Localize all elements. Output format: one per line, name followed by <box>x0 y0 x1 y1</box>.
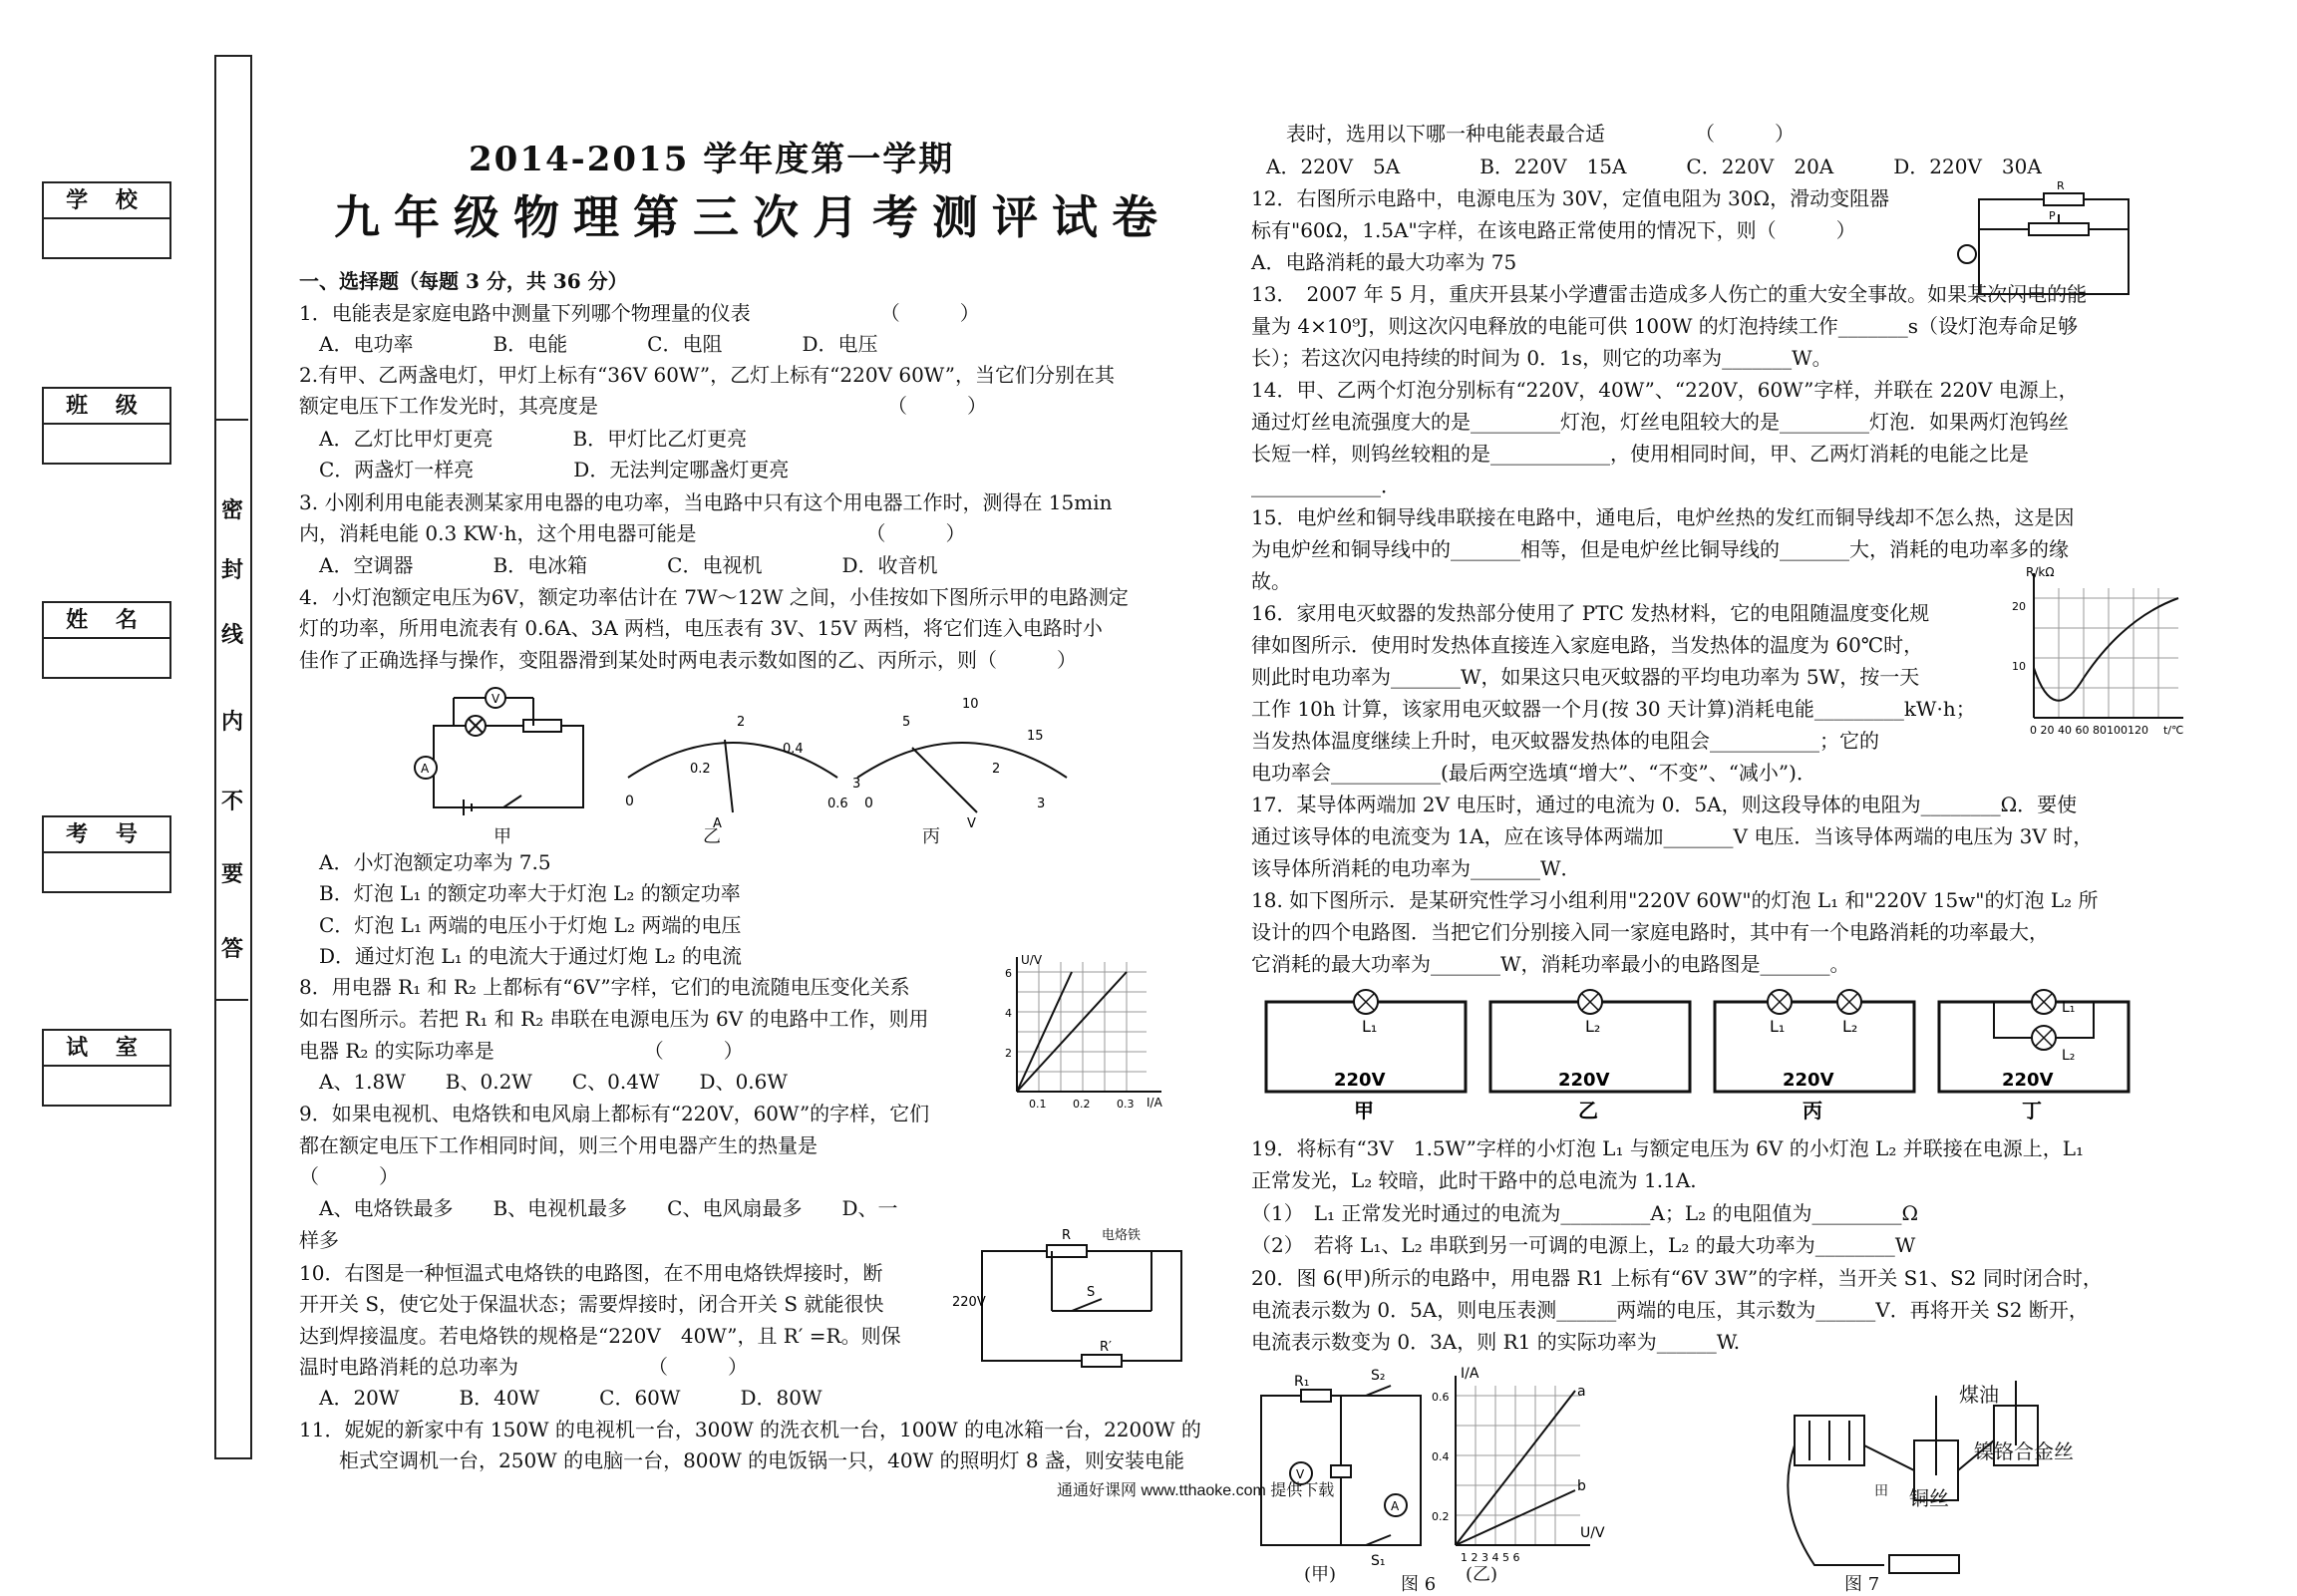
q16-resistance-graph <box>2004 558 2188 743</box>
svg-text:V: V <box>1296 1467 1305 1481</box>
room-field <box>42 1029 171 1107</box>
svg-text:R: R <box>2057 179 2065 192</box>
seal-char: 不 <box>221 789 244 814</box>
svg-text:a: a <box>1577 1384 1586 1400</box>
question-line: 13． 2007 年 5 月，重庆开县某小学遭雷击造成多人伤亡的重大安全事故。如果某次闪电的能 <box>1251 282 2088 306</box>
svg-text:t/℃: t/℃ <box>2163 724 2184 737</box>
seal-char: 封 <box>221 557 244 583</box>
name-label: 姓 名 <box>44 603 169 639</box>
fig6-yi-caption: (乙) <box>1466 1564 1498 1585</box>
question-line: 20．图 6(甲)所示的电路中，用电器 R1 上标有“6V 3W”的字样，当开关 S1、S2 同时闭合时， <box>1251 1266 2103 1290</box>
question-line: 16．家用电灭蚊器的发热部分使用了 PTC 发热材料，它的电阻随温度变化规 <box>1251 601 1930 625</box>
svg-text:S: S <box>1087 1285 1096 1300</box>
question-line: A、1.8W B、0.2W C、0.4W D、0.6W <box>299 1070 788 1094</box>
question-line: A．20W B．40W C．60W D．80W <box>299 1386 822 1410</box>
svg-text:L₁: L₁ <box>1362 1017 1378 1036</box>
svg-text:2: 2 <box>1005 1047 1012 1060</box>
class-label: 班 级 <box>44 389 169 425</box>
footer-source: 通通好课网 www.tthaoke.com 提供下载 <box>1057 1482 1335 1499</box>
fig7-label-tian: 田 <box>1874 1483 1888 1499</box>
q18-voltage-yi: 220V <box>1558 1070 1610 1091</box>
fig7-label-nichrome: 镍铬合金丝 <box>1974 1439 2074 1463</box>
question-line: 14．甲、乙两个灯泡分别标有“220V，40W”、“220V，60W”字样，并联在 220V 电源上， <box>1251 378 2079 402</box>
question-line: 额定电压下工作发光时，其亮度是 （ ） <box>299 394 987 418</box>
svg-text:0.4: 0.4 <box>1432 1450 1450 1463</box>
fig7-apparatus <box>1765 1366 2064 1590</box>
svg-text:5: 5 <box>902 715 911 730</box>
question-line: 它消耗的最大功率为_______W，消耗功率最小的电路图是_______。 <box>1251 952 1850 976</box>
svg-text:b: b <box>1577 1478 1586 1494</box>
svg-text:I/A: I/A <box>1461 1366 1479 1382</box>
question-line: 2.有甲、乙两盏电灯，甲灯上标有“36V 60W”，乙灯上标有“220V 60W”，当它们分别在其 <box>299 363 1115 387</box>
question-line: 17．某导体两端加 2V 电压时，通过的电流为 0．5A，则这段导体的电阻为________Ω．要使 <box>1251 793 2078 816</box>
question-line: 达到焊接温度。若电烙铁的规格是“220V 40W”，且 R′ =R。则保 <box>299 1324 901 1348</box>
question-line: 律如图所示．使用时发热体直接连入家庭电路，当发热体的温度为 60℃时， <box>1251 633 1924 657</box>
q12-circuit <box>1949 179 2158 309</box>
question-line: 量为 4×10⁹J，则这次闪电释放的电能可供 100W 的灯泡持续工作_______s（设灯泡寿命足够 <box>1251 314 2079 338</box>
svg-text:3: 3 <box>1037 797 1046 811</box>
question-line: 11．妮妮的新家中有 150W 的电视机一台，300W 的洗衣机一台，100W 的电冰箱一台，2200W 的 <box>299 1418 1201 1441</box>
q8-iv-graph <box>997 952 1176 1121</box>
seal-char: 线 <box>221 622 244 648</box>
svg-text:0.1: 0.1 <box>1029 1098 1047 1111</box>
question-line: 表时，选用以下哪一种电能表最合适 （ ） <box>1286 122 1795 146</box>
question-line: 12．右图所示电路中，电源电压为 30V，定值电阻为 30Ω，滑动变阻器 <box>1251 186 1890 210</box>
question-line: 柜式空调机一台，250W 的电脑一台，800W 的电饭锅一只，40W 的照明灯 8 盏，则安装电能 <box>299 1448 1184 1472</box>
question-line: 工作 10h 计算，该家用电灭蚊器一个月(按 30 天计算)消耗电能_________kW·h； <box>1251 697 1976 721</box>
question-line: 该导体所消耗的电功率为_______W． <box>1251 856 1581 880</box>
question-line: A．220V 5A B．220V 15A C．220V 20A D．220V 30A <box>1266 155 2042 178</box>
option-line: D．通过灯泡 L₁ 的电流大于通过灯炮 L₂ 的电流 <box>319 944 743 968</box>
svg-text:L₂: L₂ <box>1585 1017 1601 1036</box>
question-line: 如右图所示。若把 R₁ 和 R₂ 串联在电源电压为 6V 的电路中工作，则用 <box>299 1007 929 1031</box>
school-label: 学 校 <box>44 183 169 219</box>
svg-text:0.4: 0.4 <box>783 742 804 757</box>
svg-text:V: V <box>967 816 976 831</box>
question-line: 电流表示数为 0．5A，则电压表测______两端的电压，其示数为______V．再将开关 S2 断开， <box>1251 1298 2089 1322</box>
question-line: 3. 小刚利用电能表测某家用电器的电功率，当电路中只有这个用电器工作时，测得在 15min <box>299 490 1113 514</box>
q10-circuit <box>952 1221 1201 1381</box>
question-line: 长）；若这次闪电持续的时间为 0．1s，则它的功率为_______W。 <box>1251 346 1832 370</box>
question-line: （ ） <box>299 1164 399 1188</box>
class-field <box>42 387 171 465</box>
question-line: 1．电能表是家庭电路中测量下列哪个物理量的仪表 （ ） <box>299 301 980 325</box>
svg-text:0.3: 0.3 <box>1117 1098 1135 1111</box>
svg-text:0.2: 0.2 <box>1432 1510 1450 1523</box>
svg-text:0.2: 0.2 <box>690 762 711 777</box>
question-line: 电器 R₂ 的实际功率是 （ ） <box>299 1039 744 1063</box>
svg-text:L₁: L₁ <box>1770 1017 1786 1036</box>
question-line: 19．将标有“3V 1.5W”字样的小灯泡 L₁ 与额定电压为 6V 的小灯泡 L₂ 并联接在电源上，L₁ <box>1251 1136 2085 1160</box>
exam-main-title: 九年级物理第三次月考测评试卷 <box>334 190 1171 244</box>
svg-text:0: 0 <box>864 796 873 811</box>
svg-text:0.6: 0.6 <box>827 797 848 811</box>
svg-text:R/kΩ: R/kΩ <box>2026 565 2055 579</box>
svg-text:R: R <box>1062 1228 1072 1243</box>
svg-text:L₂: L₂ <box>1842 1017 1858 1036</box>
svg-text:3: 3 <box>852 777 861 792</box>
fig7-caption: 图 7 <box>1844 1574 1880 1595</box>
svg-text:I/A: I/A <box>1147 1096 1162 1110</box>
question-line: 通过灯丝电流强度大的是_________灯泡，灯丝电阻较大的是_________灯泡．如果两灯泡钨丝 <box>1251 410 2069 434</box>
number-label: 考 号 <box>44 817 169 853</box>
svg-text:R′: R′ <box>1100 1340 1112 1355</box>
q4-fig-jia-caption: 甲 <box>493 826 511 847</box>
question-line: 标有"60Ω，1.5A"字样，在该电路正常使用的情况下，则（ ） <box>1251 218 1856 242</box>
question-line: 正常发光，L₂ 较暗，此时干路中的总电流为 1.1A. <box>1251 1168 1697 1192</box>
question-line: 9．如果电视机、电烙铁和电风扇上都标有“220V，60W”的字样，它们 <box>299 1102 930 1125</box>
q18-voltage-bing: 220V <box>1783 1070 1834 1091</box>
number-field <box>42 815 171 893</box>
q18-circuits <box>1256 982 2133 1121</box>
q18-label-jia: 甲 <box>1354 1099 1374 1122</box>
svg-text:A: A <box>713 816 722 831</box>
q4-fig-yi-caption: 乙 <box>703 826 721 847</box>
svg-text:A: A <box>421 762 430 776</box>
question-line: 样多 <box>299 1228 339 1252</box>
seal-char: 密 <box>221 497 244 523</box>
svg-text:S₂: S₂ <box>1371 1368 1386 1384</box>
question-line: 为电炉丝和铜导线中的_______相等，但是电炉丝比铜导线的_______大，消耗的电功率多的缘 <box>1251 537 2069 561</box>
question-line: A．电功率 B．电能 C．电阻 D．电压 <box>299 332 878 356</box>
question-line: A．电路消耗的最大功率为 75 <box>1251 250 1517 274</box>
question-line: （1） L₁ 正常发光时通过的电流为_________A；L₂ 的电阻值为_________Ω <box>1251 1201 1919 1225</box>
question-line: 开开关 S，使它处于保温状态；需要焊接时，闭合开关 S 就能很快 <box>299 1292 884 1316</box>
q18-voltage-jia: 220V <box>1334 1070 1386 1091</box>
q18-label-bing: 丙 <box>1803 1099 1822 1122</box>
question-line: _____________． <box>1251 474 1401 497</box>
svg-text:15: 15 <box>1027 729 1044 744</box>
school-field <box>42 181 171 259</box>
question-line: （2） 若将 L₁、L₂ 串联到另一可调的电源上，L₂ 的最大功率为________W <box>1251 1233 1916 1257</box>
question-line: 8．用电器 R₁ 和 R₂ 上都标有“6V”字样，它们的电流随电压变化关系 <box>299 975 910 999</box>
question-line: 温时电路消耗的总功率为 （ ） <box>299 1355 748 1379</box>
svg-text:2: 2 <box>737 715 746 730</box>
question-line: A、电烙铁最多 B、电视机最多 C、电风扇最多 D、一 <box>299 1196 898 1220</box>
section-heading: 一、选择题（每题 3 分，共 36 分） <box>299 269 628 293</box>
fig6-jia-caption: (甲) <box>1304 1564 1337 1585</box>
question-line: 电流表示数变为 0．3A，则 R1 的实际功率为______W. <box>1251 1330 1741 1354</box>
svg-text:1 2 3 4 5 6: 1 2 3 4 5 6 <box>1461 1551 1520 1564</box>
q18-label-yi: 乙 <box>1578 1099 1598 1122</box>
seal-char: 要 <box>221 861 244 887</box>
svg-text:A: A <box>1391 1499 1400 1513</box>
svg-text:2: 2 <box>992 762 1001 777</box>
question-line: 则此时电功率为_______W，如果这只电灭蚊器的平均电功率为 5W，按一天 <box>1251 665 1920 689</box>
svg-text:V: V <box>492 692 500 706</box>
svg-text:L₂: L₂ <box>2062 1048 2076 1064</box>
svg-text:10: 10 <box>962 697 979 712</box>
question-line: 设计的四个电路图．当把它们分别接入同一家庭电路时，其中有一个电路消耗的功率最大， <box>1251 920 2049 944</box>
svg-text:P: P <box>2049 209 2056 222</box>
question-line: A．空调器 B．电冰箱 C．电视机 D．收音机 <box>299 553 938 577</box>
svg-text:R₁: R₁ <box>1294 1374 1310 1390</box>
q10-label-soldering-iron: 电烙铁 <box>1102 1228 1142 1243</box>
svg-text:0 20 40 60 80100120: 0 20 40 60 80100120 <box>2030 724 2148 737</box>
svg-text:S₁: S₁ <box>1371 1553 1386 1569</box>
question-line: 灯的功率，所用电流表有 0.6A、3A 两档，电压表有 3V、15V 两档，将它们连入电路时小 <box>299 616 1103 640</box>
q4-figures <box>404 678 1046 837</box>
question-line: 都在额定电压下工作相同时间，则三个用电器产生的热量是 <box>299 1133 818 1157</box>
svg-text:L₁: L₁ <box>2062 1000 2076 1016</box>
question-line: A．乙灯比甲灯更亮 B．甲灯比乙灯更亮 <box>299 427 748 451</box>
option-line: A．小灯泡额定功率为 7.5 <box>319 850 551 874</box>
seal-char: 答 <box>221 936 244 962</box>
fig7-label-copper: 铜丝 <box>1909 1486 1949 1510</box>
fig7-label-kerosene: 煤油 <box>1959 1383 1999 1407</box>
question-line: 18. 如下图所示．是某研究性学习小组利用"220V 60W"的灯泡 L₁ 和"220V 15w"的灯泡 L₂ 所 <box>1251 888 2099 912</box>
question-line: 电功率会___________(最后两空选填“增大”、“不变”、“减小”)． <box>1251 761 1816 785</box>
question-line: 故。 <box>1251 569 1291 593</box>
question-line: 10．右图是一种恒温式电烙铁的电路图，在不用电烙铁焊接时，断 <box>299 1261 883 1285</box>
svg-text:0: 0 <box>625 794 634 809</box>
question-line: 15．电炉丝和铜导线串联接在电路中，通电后，电炉丝热的发红而铜导线却不怎么热，这是因 <box>1251 505 2075 529</box>
question-line: 长短一样，则钨丝较粗的是____________，使用相同时间，甲、乙两灯消耗的电能之比是 <box>1251 442 2029 466</box>
svg-text:0.2: 0.2 <box>1073 1098 1091 1111</box>
question-line: 通过该导体的电流变为 1A，应在该导体两端加_______V 电压．当该导体两端的电压为 3V 时， <box>1251 824 2094 848</box>
option-line: B．灯泡 L₁ 的额定功率大于灯泡 L₂ 的额定功率 <box>319 881 741 905</box>
question-line: 佳作了正确选择与操作，变阻器滑到某处时两电表示数如图的乙、丙所示，则（ ） <box>299 648 1077 672</box>
svg-text:6: 6 <box>1005 967 1012 980</box>
svg-text:0.6: 0.6 <box>1432 1391 1450 1404</box>
svg-text:U/V: U/V <box>1021 953 1043 967</box>
svg-text:20: 20 <box>2012 600 2026 613</box>
q18-voltage-ding: 220V <box>2002 1070 2054 1091</box>
q18-label-ding: 丁 <box>2022 1099 2042 1122</box>
question-line: 当发热体温度继续上升时，电灭蚊器发热体的电阻会___________；它的 <box>1251 729 1879 753</box>
svg-text:10: 10 <box>2012 660 2026 673</box>
question-line: 4．小灯泡额定电压为6V，额定功率估计在 7W～12W 之间，小佳按如下图所示甲的电路测定 <box>299 585 1129 609</box>
name-field <box>42 601 171 679</box>
exam-term-title: 2014-2015 学年度第一学期 <box>469 140 955 179</box>
seal-char: 内 <box>221 709 244 735</box>
svg-text:4: 4 <box>1005 1007 1012 1020</box>
option-line: C．灯泡 L₁ 两端的电压小于灯炮 L₂ 两端的电压 <box>319 913 742 937</box>
room-label: 试 室 <box>44 1031 169 1067</box>
svg-text:U/V: U/V <box>1580 1525 1605 1541</box>
question-line: C．两盏灯一样亮 D．无法判定哪盏灯更亮 <box>299 458 790 481</box>
q10-label-voltage: 220V <box>952 1295 986 1310</box>
question-line: 内，消耗电能 0.3 KW·h，这个用电器可能是 （ ） <box>299 521 966 545</box>
fig6-caption: 图 6 <box>1401 1574 1437 1595</box>
q4-fig-bing-caption: 丙 <box>922 826 940 847</box>
